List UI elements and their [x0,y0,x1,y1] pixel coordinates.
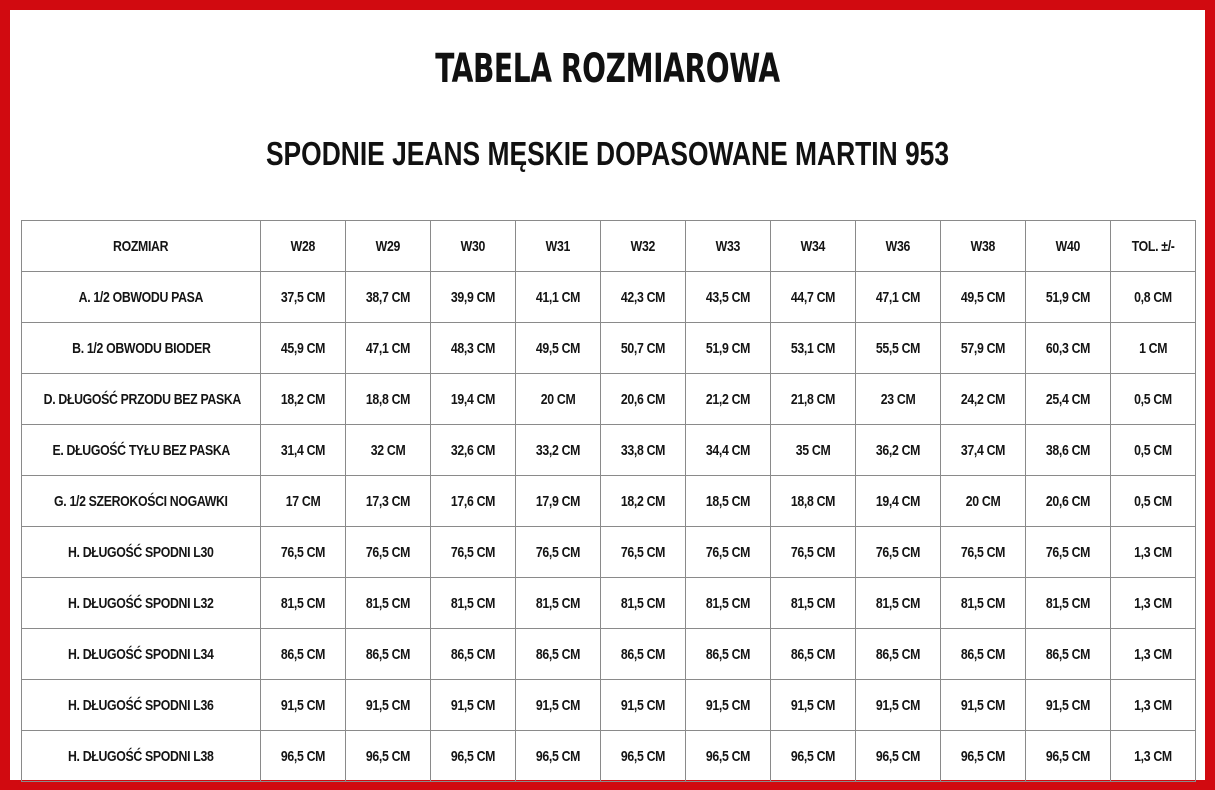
cell-text: 44,7 CM [790,288,836,306]
cell-text: 38,7 CM [365,288,411,306]
cell-text: 36,2 CM [875,441,921,459]
measurement-cell [261,731,346,782]
measurement-cell [431,527,516,578]
row-label-cell [22,323,261,374]
table-row [22,323,1196,374]
header-text: ROZMIAR [113,237,169,255]
measurement-cell [431,374,516,425]
cell-text: 91,5 CM [450,696,496,714]
cell-text: 55,5 CM [875,339,921,357]
tolerance-cell [1111,629,1196,680]
table-row [22,425,1196,476]
measurement-cell [516,629,601,680]
measurement-cell [856,272,941,323]
measurement-cell [686,323,771,374]
measurement-cell [771,578,856,629]
measurement-cell [601,527,686,578]
cell-text: H. DŁUGOŚĆ SPODNI L34 [68,645,214,663]
row-label-cell [22,476,261,527]
row-label-cell [22,680,261,731]
cell-text: 1,3 CM [1134,747,1172,765]
measurement-cell [686,527,771,578]
cell-text: 51,9 CM [1045,288,1091,306]
measurement-cell [601,323,686,374]
measurement-cell [686,731,771,782]
measurement-cell [771,425,856,476]
header-text: W30 [460,237,486,255]
cell-text: 51,9 CM [705,339,751,357]
measurement-cell [431,578,516,629]
measurement-cell [941,629,1026,680]
page-title: TABELA ROZMIAROWA [435,46,780,92]
cell-text: 19,4 CM [450,390,496,408]
measurement-cell [941,476,1026,527]
cell-text: 33,8 CM [620,441,666,459]
tolerance-cell [1111,476,1196,527]
cell-text: 86,5 CM [1045,645,1091,663]
measurement-cell [261,425,346,476]
cell-text: 81,5 CM [620,594,666,612]
cell-text: 76,5 CM [450,543,496,561]
cell-text: 91,5 CM [1045,696,1091,714]
cell-text: 81,5 CM [450,594,496,612]
measurement-cell [856,527,941,578]
cell-text: 81,5 CM [1045,594,1091,612]
cell-text: 21,8 CM [790,390,836,408]
cell-text: 1,3 CM [1134,594,1172,612]
measurement-cell [1026,527,1111,578]
header-text: W33 [715,237,741,255]
header-cell-size-label [22,221,261,272]
cell-text: 86,5 CM [450,645,496,663]
measurement-cell [431,323,516,374]
header-cell [346,221,431,272]
measurement-cell [856,323,941,374]
row-label-cell [22,374,261,425]
measurement-cell [1026,629,1111,680]
measurement-cell [431,476,516,527]
measurement-cell [1026,680,1111,731]
measurement-cell [1026,272,1111,323]
cell-text: 86,5 CM [280,645,326,663]
cell-text: 76,5 CM [280,543,326,561]
cell-text: 18,2 CM [620,492,666,510]
table-row [22,272,1196,323]
cell-text: 49,5 CM [960,288,1006,306]
measurement-cell [856,476,941,527]
measurement-cell [856,731,941,782]
measurement-cell [431,731,516,782]
cell-text: 81,5 CM [790,594,836,612]
measurement-cell [261,272,346,323]
cell-text: 91,5 CM [705,696,751,714]
cell-text: 81,5 CM [280,594,326,612]
measurement-cell [601,272,686,323]
cell-text: 81,5 CM [705,594,751,612]
measurement-cell [261,527,346,578]
row-label-cell [22,272,261,323]
cell-text: 96,5 CM [875,747,921,765]
measurement-cell [856,680,941,731]
table-row [22,578,1196,629]
measurement-cell [601,731,686,782]
cell-text: 91,5 CM [620,696,666,714]
tolerance-cell [1111,374,1196,425]
cell-text: 86,5 CM [705,645,751,663]
cell-text: 0,5 CM [1134,441,1172,459]
cell-text: 21,2 CM [705,390,751,408]
measurement-cell [431,629,516,680]
cell-text: 0,5 CM [1134,390,1172,408]
measurement-cell [1026,731,1111,782]
measurement-cell [516,272,601,323]
tolerance-cell [1111,425,1196,476]
measurement-cell [771,680,856,731]
tolerance-cell [1111,527,1196,578]
measurement-cell [516,374,601,425]
measurement-cell [686,578,771,629]
cell-text: H. DŁUGOŚĆ SPODNI L30 [68,543,214,561]
cell-text: 0,5 CM [1134,492,1172,510]
header-text: W29 [375,237,401,255]
measurement-cell [771,374,856,425]
cell-text: 91,5 CM [875,696,921,714]
cell-text: 91,5 CM [960,696,1006,714]
measurement-cell [686,680,771,731]
measurement-cell [346,731,431,782]
cell-text: 43,5 CM [705,288,751,306]
measurement-cell [686,272,771,323]
cell-text: 20 CM [540,390,576,408]
measurement-cell [346,680,431,731]
cell-text: 76,5 CM [535,543,581,561]
cell-text: 81,5 CM [365,594,411,612]
measurement-cell [601,476,686,527]
tolerance-cell [1111,323,1196,374]
measurement-cell [771,731,856,782]
measurement-cell [941,425,1026,476]
tolerance-cell [1111,680,1196,731]
measurement-cell [346,425,431,476]
row-label-cell [22,629,261,680]
cell-text: B. 1/2 OBWODU BIODER [71,339,211,357]
header-cell [856,221,941,272]
cell-text: 96,5 CM [535,747,581,765]
measurement-cell [771,476,856,527]
cell-text: 1,3 CM [1134,645,1172,663]
measurement-cell [516,323,601,374]
cell-text: 86,5 CM [875,645,921,663]
header-cell [771,221,856,272]
header-cell [431,221,516,272]
measurement-cell [261,578,346,629]
row-label-cell [22,578,261,629]
cell-text: 33,2 CM [535,441,581,459]
cell-text: 96,5 CM [365,747,411,765]
measurement-cell [431,680,516,731]
measurement-cell [1026,425,1111,476]
cell-text: 18,2 CM [280,390,326,408]
cell-text: 49,5 CM [535,339,581,357]
measurement-cell [771,272,856,323]
measurement-cell [1026,476,1111,527]
measurement-cell [431,425,516,476]
measurement-cell [771,527,856,578]
cell-text: 38,6 CM [1045,441,1091,459]
measurement-cell [941,272,1026,323]
measurement-cell [601,629,686,680]
cell-text: 96,5 CM [450,747,496,765]
cell-text: 76,5 CM [790,543,836,561]
row-label-cell [22,731,261,782]
cell-text: 50,7 CM [620,339,666,357]
measurement-cell [771,323,856,374]
cell-text: 86,5 CM [620,645,666,663]
header-text: W36 [885,237,911,255]
cell-text: 20,6 CM [1045,492,1091,510]
measurement-cell [686,425,771,476]
cell-text: 53,1 CM [790,339,836,357]
measurement-cell [686,629,771,680]
cell-text: 17,9 CM [535,492,581,510]
cell-text: 18,8 CM [790,492,836,510]
cell-text: A. 1/2 OBWODU PASA [78,288,204,306]
measurement-cell [516,680,601,731]
size-chart-table [21,220,1196,782]
measurement-cell [1026,323,1111,374]
header-text: TOL. ±/- [1131,237,1175,255]
cell-text: 47,1 CM [365,339,411,357]
measurement-cell [601,425,686,476]
cell-text: 34,4 CM [705,441,751,459]
cell-text: 19,4 CM [875,492,921,510]
cell-text: 96,5 CM [705,747,751,765]
table-row [22,629,1196,680]
cell-text: 91,5 CM [790,696,836,714]
measurement-cell [346,629,431,680]
measurement-cell [686,374,771,425]
table-row [22,527,1196,578]
measurement-cell [856,425,941,476]
cell-text: 96,5 CM [1045,747,1091,765]
cell-text: 57,9 CM [960,339,1006,357]
cell-text: 18,5 CM [705,492,751,510]
cell-text: 76,5 CM [1045,543,1091,561]
cell-text: 76,5 CM [705,543,751,561]
cell-text: G. 1/2 SZEROKOŚCI NOGAWKI [54,492,228,510]
measurement-cell [941,323,1026,374]
cell-text: 37,4 CM [960,441,1006,459]
header-text: W31 [545,237,571,255]
cell-text: 86,5 CM [790,645,836,663]
row-label-cell [22,425,261,476]
cell-text: 35 CM [795,441,831,459]
cell-text: 76,5 CM [960,543,1006,561]
measurement-cell [856,374,941,425]
cell-text: 23 CM [880,390,916,408]
header-text: W38 [970,237,996,255]
row-label-cell [22,527,261,578]
cell-text: 42,3 CM [620,288,666,306]
measurement-cell [516,578,601,629]
cell-text: 25,4 CM [1045,390,1091,408]
page-subtitle: SPODNIE JEANS MĘSKIE DOPASOWANE MARTIN 953 [265,135,950,172]
cell-text: 76,5 CM [875,543,921,561]
measurement-cell [686,476,771,527]
table-body [22,272,1196,782]
table-row [22,374,1196,425]
measurement-cell [601,578,686,629]
table-header-row [22,221,1196,272]
cell-text: 1,3 CM [1134,696,1172,714]
cell-text: 47,1 CM [875,288,921,306]
measurement-cell [941,527,1026,578]
cell-text: 60,3 CM [1045,339,1091,357]
cell-text: 20,6 CM [620,390,666,408]
cell-text: E. DŁUGOŚĆ TYŁU BEZ PASKA [52,441,230,459]
cell-text: H. DŁUGOŚĆ SPODNI L32 [68,594,214,612]
tolerance-cell [1111,731,1196,782]
table-row [22,731,1196,782]
cell-text: 76,5 CM [365,543,411,561]
measurement-cell [346,476,431,527]
header-cell [686,221,771,272]
measurement-cell [261,680,346,731]
tolerance-cell [1111,578,1196,629]
measurement-cell [941,680,1026,731]
measurement-cell [601,680,686,731]
table-row [22,476,1196,527]
cell-text: 91,5 CM [280,696,326,714]
cell-text: 91,5 CM [535,696,581,714]
cell-text: 0,8 CM [1134,288,1172,306]
cell-text: H. DŁUGOŚĆ SPODNI L36 [68,696,214,714]
cell-text: D. DŁUGOŚĆ PRZODU BEZ PASKA [43,390,241,408]
cell-text: 91,5 CM [365,696,411,714]
measurement-cell [941,578,1026,629]
measurement-cell [261,476,346,527]
cell-text: 37,5 CM [280,288,326,306]
cell-text: 81,5 CM [875,594,921,612]
cell-text: 1,3 CM [1134,543,1172,561]
cell-text: 18,8 CM [365,390,411,408]
measurement-cell [856,629,941,680]
cell-text: 81,5 CM [960,594,1006,612]
header-text: W28 [290,237,316,255]
measurement-cell [516,731,601,782]
cell-text: 86,5 CM [535,645,581,663]
measurement-cell [346,272,431,323]
measurement-cell [601,374,686,425]
header-cell [941,221,1026,272]
cell-text: 76,5 CM [620,543,666,561]
cell-text: 31,4 CM [280,441,326,459]
cell-text: 96,5 CM [790,747,836,765]
cell-text: 39,9 CM [450,288,496,306]
measurement-cell [346,527,431,578]
cell-text: 86,5 CM [365,645,411,663]
measurement-cell [261,629,346,680]
cell-text: 17,3 CM [365,492,411,510]
header-cell [261,221,346,272]
measurement-cell [431,272,516,323]
measurement-cell [941,374,1026,425]
measurement-cell [346,374,431,425]
cell-text: 96,5 CM [960,747,1006,765]
cell-text: 20 CM [965,492,1001,510]
cell-text: 24,2 CM [960,390,1006,408]
measurement-cell [941,731,1026,782]
measurement-cell [516,476,601,527]
header-text: W40 [1055,237,1081,255]
measurement-cell [261,323,346,374]
header-cell [516,221,601,272]
header-cell [1111,221,1196,272]
header-text: W34 [800,237,826,255]
cell-text: 32 CM [370,441,406,459]
header-text: W32 [630,237,656,255]
table-row [22,680,1196,731]
tolerance-cell [1111,272,1196,323]
cell-text: 17 CM [285,492,321,510]
measurement-cell [856,578,941,629]
measurement-cell [516,527,601,578]
measurement-cell [346,323,431,374]
cell-text: 45,9 CM [280,339,326,357]
cell-text: 86,5 CM [960,645,1006,663]
measurement-cell [261,374,346,425]
cell-text: 81,5 CM [535,594,581,612]
cell-text: 1 CM [1138,339,1168,357]
cell-text: 41,1 CM [535,288,581,306]
cell-text: 96,5 CM [280,747,326,765]
measurement-cell [516,425,601,476]
cell-text: H. DŁUGOŚĆ SPODNI L38 [68,747,214,765]
measurement-cell [1026,374,1111,425]
cell-text: 48,3 CM [450,339,496,357]
measurement-cell [771,629,856,680]
measurement-cell [1026,578,1111,629]
header-cell [601,221,686,272]
cell-text: 17,6 CM [450,492,496,510]
measurement-cell [346,578,431,629]
cell-text: 32,6 CM [450,441,496,459]
cell-text: 96,5 CM [620,747,666,765]
header-cell [1026,221,1111,272]
